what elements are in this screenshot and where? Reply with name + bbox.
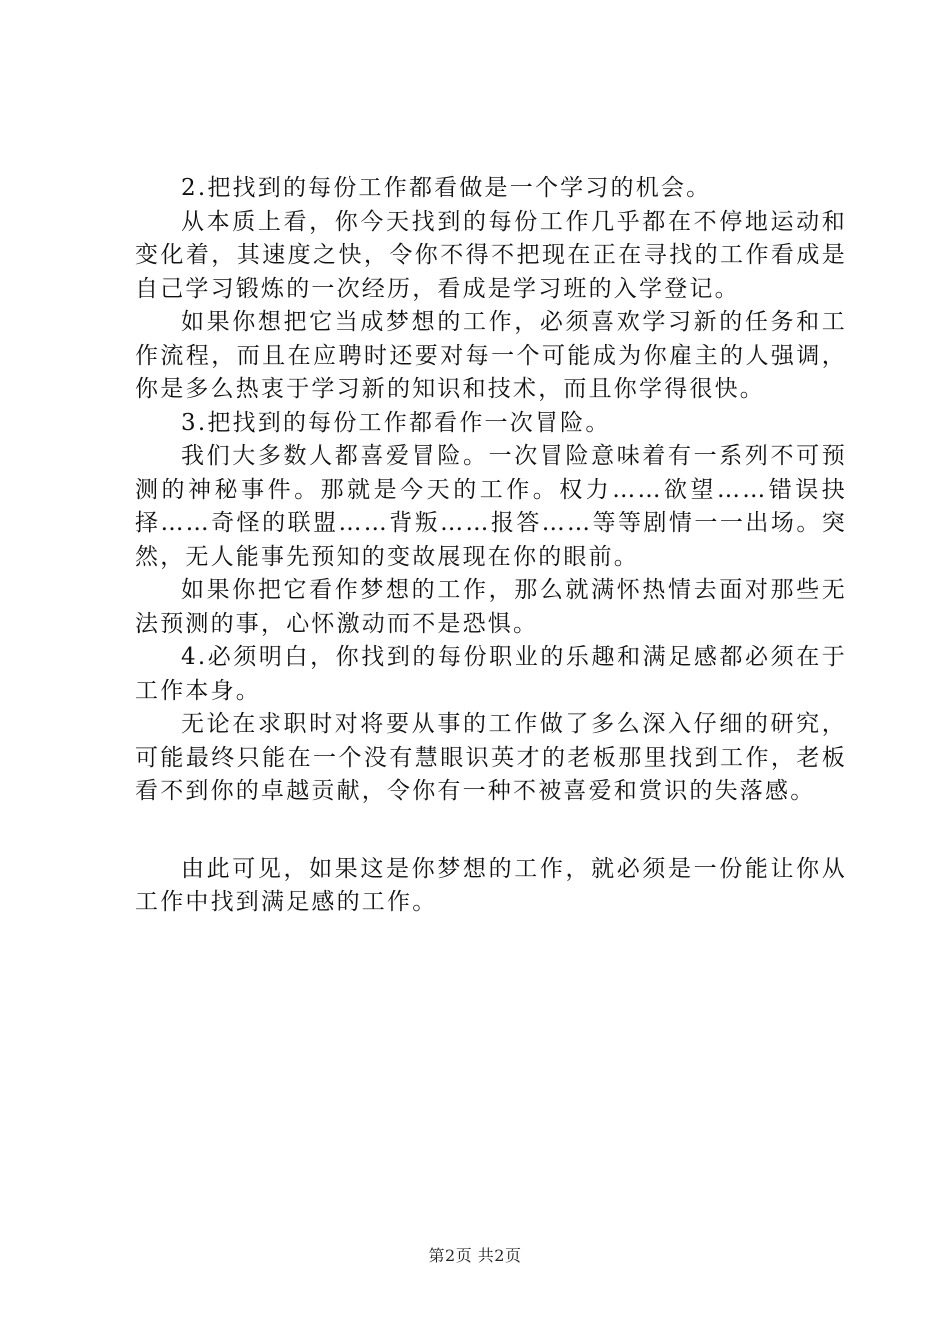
conclusion-paragraph: 由此可见，如果这是你梦想的工作，就必须是一份能让你从工作中找到满足感的工作。: [135, 855, 847, 915]
numbered-heading-2: 2.把找到的每份工作都看做是一个学习的机会。: [181, 175, 712, 201]
numbered-heading-3: 3.把找到的每份工作都看作一次冒险。: [181, 409, 611, 436]
body-paragraph: 从本质上看，你今天找到的每份工作几乎都在不停地运动和变化着，其速度之快，令你不得不把现在正在寻找的工作看成是自己学习锻炼的一次经历，看成是学习班的入学登记。: [135, 208, 847, 302]
body-paragraph: 无论在求职时对将要从事的工作做了多么深入仔细的研究，可能最终只能在一个没有慧眼识英才的老板那里找到工作，老板看不到你的卓越贡献，令你有一种不被喜爱和赏识的失落感。: [135, 711, 847, 804]
numbered-heading-4: 4.必须明白，你找到的每份职业的乐趣和满足感都必须在于工作本身。: [135, 644, 847, 704]
document-body: [135, 172, 847, 920]
page-footer: 第2页 共2页: [428, 1246, 522, 1265]
body-paragraph: 如果你把它看作梦想的工作，那么就满怀热情去面对那些无法预测的事，心怀激动而不是恐惧。: [135, 577, 847, 637]
body-paragraph: 我们大多数人都喜爱冒险。一次冒险意味着有一系列不可预测的神秘事件。那就是今天的工作。权力……欲望……错误抉择……奇怪的联盟……背叛……报答……等等剧情一一出场。突然，无人能事先预知的变故展现在你的眼前。: [135, 443, 847, 570]
body-paragraph: 如果你想把它当成梦想的工作，必须喜欢学习新的任务和工作流程，而且在应聘时还要对每一个可能成为你雇主的人强调，你是多么热衷于学习新的知识和技术，而且你学得很快。: [135, 309, 847, 402]
